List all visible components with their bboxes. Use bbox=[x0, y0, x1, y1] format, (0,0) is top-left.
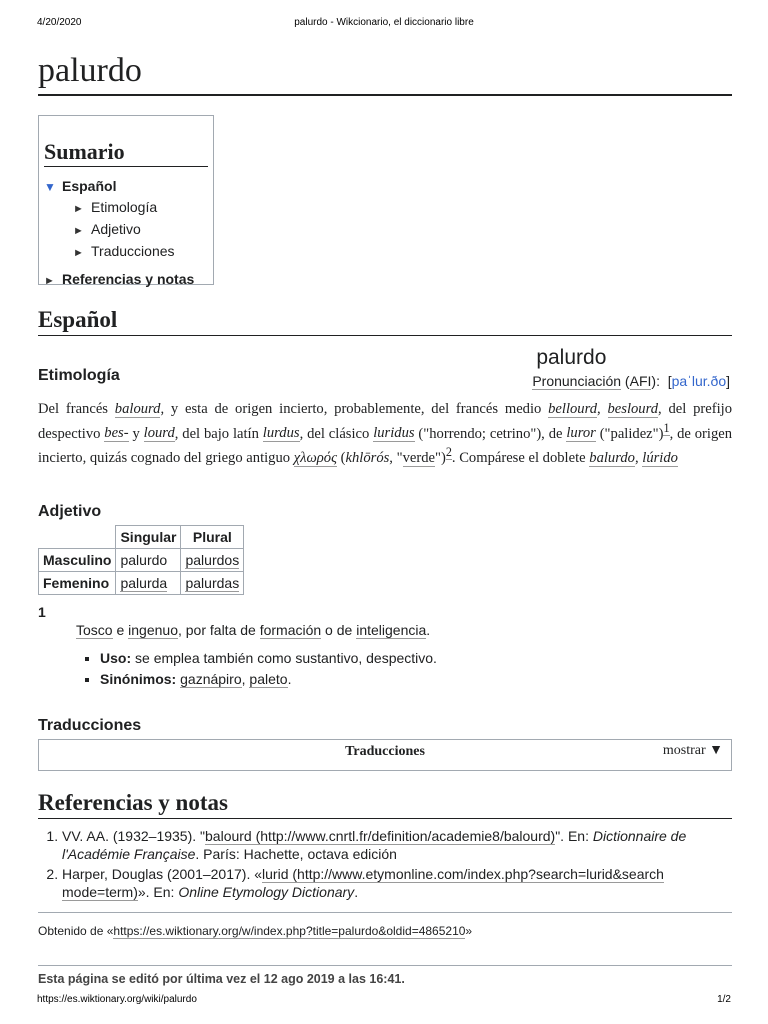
toc-item-etimologia[interactable]: ► Etimología bbox=[44, 197, 208, 219]
print-url: https://es.wiktionary.org/wiki/palurdo bbox=[37, 994, 197, 1005]
print-footer bbox=[37, 994, 731, 1008]
word-link[interactable]: balourd bbox=[114, 401, 161, 417]
table-cell: palurdo bbox=[116, 549, 181, 572]
triangle-right-icon: ► bbox=[73, 203, 84, 215]
toc-item-adjetivo[interactable]: ► Adjetivo bbox=[44, 219, 208, 241]
triangle-down-icon[interactable]: ▼ bbox=[44, 180, 56, 194]
word-link[interactable]: luror bbox=[566, 425, 596, 442]
pronunciation-word: palurdo bbox=[536, 346, 607, 369]
col-header-singular: Singular bbox=[116, 526, 181, 549]
page-title: palurdo bbox=[38, 50, 732, 96]
word-link[interactable]: lurdus bbox=[262, 425, 300, 442]
permanent-link[interactable]: https://es.wiktionary.org/w/index.php?title=palurdo&oldid=4865210 bbox=[113, 924, 466, 938]
last-edited: Esta página se editó por última vez el 12 ago 2019 a las 16:41. bbox=[38, 972, 405, 986]
word-link[interactable]: bellourd bbox=[548, 401, 598, 417]
pronunciation-line: Pronunciación (AFI): [paˈlur.ðo] bbox=[532, 373, 730, 389]
section-heading-espanol: Español bbox=[38, 305, 732, 336]
sense-notes bbox=[82, 648, 437, 690]
table-of-contents bbox=[38, 115, 214, 285]
etymology-paragraph: Del francés balourd, y esta de origen incierto, probablemente, del francés medio bellourd, beslourd, del prefijo despectivo bes- y lourd, del bajo latín lurdus, del clásico luridus ("horrendo; cetrino"), de luror ("palidez")$^1$, de origen incierto, quizás cognado del griego antiguo χλωρός (khlōrós, "verde")$^2$. Compárese el doblete balurdo, lúrido bbox=[38, 401, 733, 466]
divider bbox=[38, 912, 732, 913]
retrieved-from: Obtenido de «https://es.wiktionary.org/w/index.php?title=palurdo&oldid=4865210» bbox=[38, 924, 473, 938]
ipa-transcription: paˈlur.ðo bbox=[671, 373, 727, 389]
table-cell: palurdas bbox=[181, 572, 244, 595]
divider bbox=[38, 965, 732, 966]
word-link[interactable]: lourd bbox=[143, 425, 175, 442]
translations-box bbox=[38, 739, 732, 771]
table-row: Femenino palurda palurdas bbox=[39, 572, 244, 595]
print-date: 4/20/2020 bbox=[37, 17, 82, 28]
toc-item-traducciones[interactable]: ► Traducciones bbox=[44, 241, 208, 263]
references-list bbox=[38, 827, 732, 903]
sense-definition: Tosco e ingenuo, por falta de formación o de inteligencia. bbox=[76, 622, 431, 638]
list-item: ▪ Sinónimos: gaznápiro, paleto. bbox=[100, 669, 437, 690]
word-link[interactable]: lúrido bbox=[642, 449, 678, 466]
word-link[interactable]: luridus bbox=[373, 425, 415, 442]
col-header-plural: Plural bbox=[181, 526, 244, 549]
external-link[interactable]: lurid (http://www.etymonline.com/index.php?search=lurid&search mode=term) bbox=[62, 866, 664, 900]
toc-title: Sumario bbox=[44, 138, 208, 167]
heading-etimologia: Etimología bbox=[38, 367, 120, 384]
heading-traducciones: Traducciones bbox=[38, 717, 142, 734]
table-cell: palurda bbox=[116, 572, 181, 595]
pronunciation-link[interactable]: Pronunciación bbox=[532, 373, 622, 389]
show-translations-button[interactable]: mostrar ▼ bbox=[662, 743, 723, 758]
word-link[interactable]: χλωρός bbox=[293, 449, 337, 466]
triangle-right-icon[interactable]: ► bbox=[44, 275, 55, 287]
footnote-ref[interactable]: 2 bbox=[445, 444, 452, 459]
print-page-number: 1/2 bbox=[717, 994, 731, 1005]
heading-adjetivo: Adjetivo bbox=[38, 503, 102, 520]
triangle-right-icon: ► bbox=[73, 225, 84, 237]
external-link[interactable]: balourd (http://www.cnrtl.fr/definition/academie8/balourd) bbox=[205, 828, 556, 844]
word-link[interactable]: beslourd bbox=[607, 401, 659, 417]
afi-link[interactable]: AFI bbox=[629, 373, 652, 389]
list-item: 1. VV. AA. (1932–1935). "balourd (http://www.cnrtl.fr/definition/academie8/balourd)". En: Dictionnaire de l'Académie Française. París: Hachette, octava edición bbox=[62, 827, 732, 863]
inflection-table bbox=[38, 525, 244, 595]
list-item: 2. Harper, Douglas (2001–2017). «lurid (http://www.etymonline.com/index.php?search=lurid&search mode=term)». En: Online Etymology Dictionary. bbox=[62, 865, 732, 901]
list-item: ▪ Uso: se emplea también como sustantivo, despectivo. bbox=[100, 648, 437, 669]
footnote-ref[interactable]: 1 bbox=[663, 420, 670, 435]
translations-box-title: Traducciones bbox=[345, 744, 425, 759]
print-page-title: palurdo - Wikcionario, el diccionario libre bbox=[294, 17, 474, 28]
toc-item-referencias[interactable]: ► Referencias y notas bbox=[44, 269, 208, 291]
sense-number: 1 bbox=[38, 604, 46, 620]
table-row: Masculino palurdo palurdos bbox=[39, 549, 244, 572]
word-link[interactable]: balurdo bbox=[589, 449, 635, 466]
word-link[interactable]: verde bbox=[402, 449, 435, 466]
pronunciation-box bbox=[532, 345, 730, 391]
word-link[interactable]: bes- bbox=[104, 425, 129, 442]
triangle-right-icon: ► bbox=[73, 247, 84, 259]
table-cell: palurdos bbox=[181, 549, 244, 572]
section-heading-referencias: Referencias y notas bbox=[38, 788, 732, 819]
print-header bbox=[37, 17, 731, 31]
toc-item-espanol[interactable]: ▼ Español bbox=[44, 176, 208, 197]
